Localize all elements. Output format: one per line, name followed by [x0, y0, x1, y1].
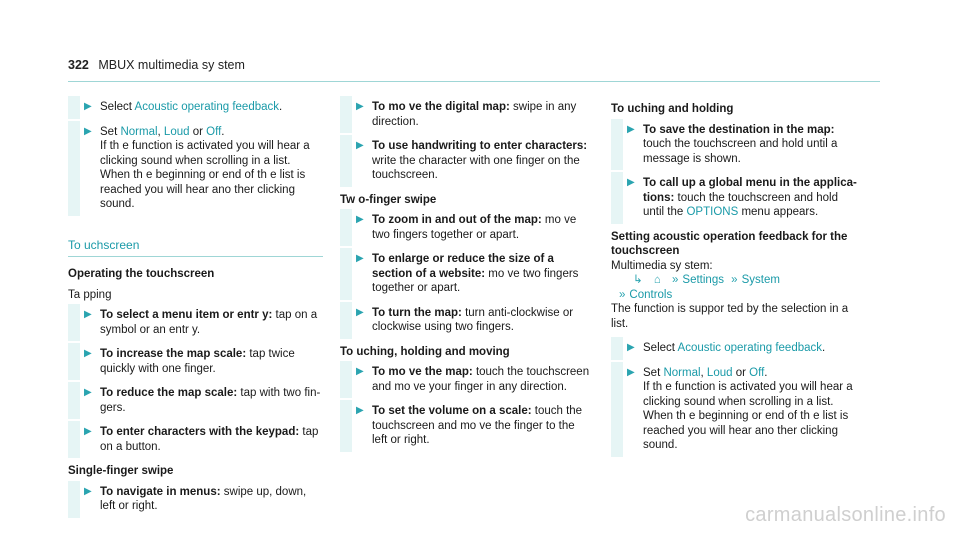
- list-item: ▶ To call up a global menu in the applica‐ tions: touch the touchscreen and hold until the OPTIONS menu appears.: [611, 176, 861, 220]
- subheading: Tw o-finger swipe: [340, 193, 437, 206]
- list-item: ▶ Select Acoustic operating feedback.: [611, 341, 861, 356]
- acoustic-feedback-link[interactable]: Acoustic operating feedback: [677, 342, 823, 354]
- list-item: ▶ To use handwriting to enter characters: write the character with one finger on the touchscreen.: [340, 139, 590, 183]
- list-item: ▶ To save the destination in the map: touch the touchscreen and hold until a message is shown.: [611, 123, 861, 167]
- header-rule: [68, 81, 880, 82]
- home-icon[interactable]: ⌂: [653, 274, 661, 286]
- feedback-description: If th e function is activated you will hear a clicking sound when scrolling in a list. When th e beginning or end of th e list is reached you will hear ano ther clicking sound.: [100, 140, 310, 210]
- option-normal[interactable]: Normal: [120, 125, 158, 138]
- arrow-right-icon: ▶: [627, 123, 635, 135]
- arrow-right-icon: ▶: [627, 366, 635, 378]
- list-item: ▶ To reduce the map scale: tap with two fin‐ gers.: [68, 386, 323, 415]
- arrow-right-icon: ▶: [84, 426, 92, 437]
- column-1: [68, 100, 323, 524]
- subheading: Setting acoustic operation feedback for the touchscreen: [611, 230, 848, 257]
- arrow-right-icon: ▶: [356, 306, 364, 318]
- column-2: [340, 100, 590, 458]
- arrow-right-icon: ▶: [356, 214, 364, 225]
- arrow-right-icon: ▶: [84, 348, 92, 359]
- arrow-right-icon: ▶: [84, 309, 92, 320]
- page-header-title: MBUX multimedia sy stem: [98, 58, 245, 72]
- page-number: 322: [68, 58, 89, 72]
- option-normal[interactable]: Normal: [663, 366, 701, 379]
- acoustic-feedback-link[interactable]: Acoustic operating feedback: [134, 101, 280, 113]
- section-title: To uchscreen: [68, 238, 323, 258]
- list-item: ▶ To increase the map scale: tap twice quickly with one finger.: [68, 347, 323, 376]
- multimedia-label: Multimedia sy stem:: [611, 259, 713, 272]
- arrow-right-icon: ▶: [627, 177, 635, 188]
- path-settings[interactable]: Settings: [682, 274, 724, 286]
- watermark: carmanualsonline.info: [745, 504, 946, 526]
- options-menu-link[interactable]: OPTIONS: [686, 206, 739, 218]
- list-item: ▶ Set Normal, Loud or Off. If th e function is activated you will hear a clicking sound when scrolling in a list. When th e beginning or end of th e list is reached you will hear ano ther clicking sound.: [68, 125, 323, 212]
- option-off[interactable]: Off: [749, 366, 765, 379]
- subheading: Ta pping: [68, 288, 112, 301]
- list-item: ▶ Set Normal, Loud or Off. If th e function is activated you will hear a clicking sound when scrolling in a list. When th e beginning or end of th e list is reached you will hear ano ther clicking sound.: [611, 366, 861, 453]
- double-chevron-icon: »: [672, 274, 679, 286]
- arrow-right-icon: ▶: [356, 405, 364, 416]
- list-item: ▶ To set the volume on a scale: touch the touchscreen and mo ve the finger to the left or right.: [340, 404, 590, 448]
- list-item: ▶ To enlarge or reduce the size of a section of a website: mo ve two fingers together or apart.: [340, 252, 590, 296]
- return-arrow-icon: ↳: [633, 274, 643, 286]
- subheading: To uching, holding and moving: [340, 345, 510, 358]
- option-loud[interactable]: Loud: [163, 125, 190, 138]
- arrow-right-icon: ▶: [356, 140, 364, 151]
- option-off[interactable]: Off: [206, 125, 222, 138]
- arrow-right-icon: ▶: [356, 253, 364, 264]
- list-item: ▶ To zoom in and out of the map: mo ve two fingers together or apart.: [340, 213, 590, 242]
- arrow-right-icon: ▶: [627, 342, 635, 353]
- arrow-right-icon: ▶: [84, 125, 92, 137]
- arrow-right-icon: ▶: [84, 485, 92, 497]
- double-chevron-icon: »: [731, 274, 738, 286]
- option-loud[interactable]: Loud: [706, 366, 733, 379]
- list-item: ▶ To mo ve the map: touch the touchscreen and mo ve your finger in any direction.: [340, 365, 590, 394]
- supported-text: The function is suppor ted by the selection in a list.: [611, 303, 849, 330]
- feedback-description: If th e function is activated you will hear a clicking sound when scrolling in a list. When th e beginning or end of th e list is reached you will hear ano ther clicking sound.: [643, 381, 853, 451]
- menu-path-controls: [615, 288, 861, 303]
- page-header: [68, 58, 245, 72]
- path-controls[interactable]: Controls: [629, 288, 673, 301]
- list-item: ▶ To turn the map: turn anti-clockwise or clockwise using two fingers.: [340, 306, 590, 335]
- path-system[interactable]: System: [741, 274, 780, 286]
- subheading: Single-finger swipe: [68, 465, 174, 477]
- subheading: Operating the touchscreen: [68, 268, 215, 280]
- arrow-right-icon: ▶: [356, 366, 364, 377]
- arrow-right-icon: ▶: [84, 387, 92, 398]
- list-item: ▶ To enter characters with the keypad: tap on a button.: [68, 425, 323, 454]
- list-item: ▶ To mo ve the digital map: swipe in any direction.: [340, 100, 590, 129]
- menu-path: [629, 273, 861, 288]
- arrow-right-icon: ▶: [84, 101, 92, 112]
- column-3: [611, 100, 861, 463]
- double-chevron-icon: »: [619, 288, 626, 301]
- subheading: To uching and holding: [611, 103, 734, 115]
- list-item: ▶ To navigate in menus: swipe up, down, left or right.: [68, 485, 323, 514]
- list-item: ▶ Select Acoustic operating feedback.: [68, 100, 323, 115]
- list-item: ▶ To select a menu item or entr y: tap on a symbol or an entr y.: [68, 308, 323, 337]
- arrow-right-icon: ▶: [356, 101, 364, 112]
